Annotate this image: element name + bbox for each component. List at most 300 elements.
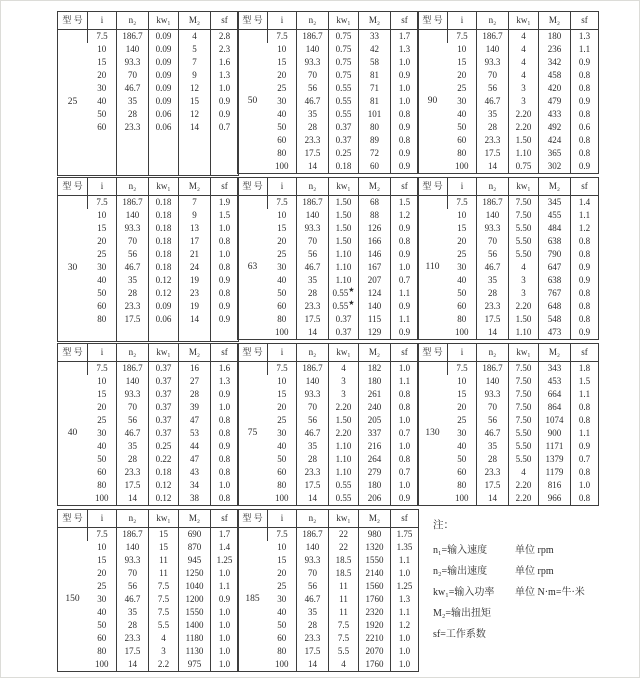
table-cell: 1.7 xyxy=(211,528,239,542)
column-header: kw₁ xyxy=(149,510,179,528)
table-cell: 186.7 xyxy=(297,30,329,44)
table-cell: 68 xyxy=(359,196,391,210)
table-cell: 0.8 xyxy=(571,248,599,261)
table-cell: 0.9 xyxy=(391,69,419,82)
table-cell: 5.5 xyxy=(329,645,359,658)
column-header: i xyxy=(88,178,117,196)
table-cell: 0.75 xyxy=(329,43,359,56)
table-cell: 25 xyxy=(277,581,287,591)
table-cell: 0.8 xyxy=(571,401,599,414)
table-cell: 1.4 xyxy=(211,541,239,554)
table-cell: 0.18 xyxy=(149,196,179,210)
table-cell: 7.50 xyxy=(509,375,539,388)
table-row xyxy=(418,30,599,44)
column-header: kw₁ xyxy=(329,178,359,196)
note-term: sf=工作系数 xyxy=(433,628,486,640)
table-cell: 93.3 xyxy=(297,388,329,401)
table-cell: 20 xyxy=(97,402,107,412)
table-cell: 14 xyxy=(477,160,509,174)
note-unit: 单位 N·m=牛·米 xyxy=(515,586,585,598)
table-cell: 3 xyxy=(329,388,359,401)
table-cell: 4 xyxy=(149,632,179,645)
table-cell: 900 xyxy=(539,427,571,440)
header-row xyxy=(418,12,599,30)
table-cell: 100 xyxy=(455,493,469,503)
table-cell: 39 xyxy=(179,401,211,414)
table-cell: 17.5 xyxy=(297,313,329,326)
table-cell: 17.5 xyxy=(297,147,329,160)
column-header: sf xyxy=(391,510,419,528)
table-cell: 72 xyxy=(359,147,391,160)
table-cell: 0.18 xyxy=(149,222,179,235)
table-cell: 23.3 xyxy=(297,466,329,479)
table-cell: 46.7 xyxy=(297,95,329,108)
table-cell: 35 xyxy=(477,440,509,453)
table-cell: 30 xyxy=(277,428,287,438)
table-row xyxy=(418,196,599,210)
table-row xyxy=(58,196,239,210)
table-cell: 28 xyxy=(477,287,509,300)
table-cell: 28 xyxy=(297,287,329,300)
table-cell: 14 xyxy=(117,492,149,506)
table-cell: 0.12 xyxy=(149,479,179,492)
table-cell: 25 xyxy=(97,415,107,425)
table-cell: 2070 xyxy=(359,645,391,658)
table-cell: 14 xyxy=(297,160,329,174)
table-cell: 93.3 xyxy=(297,56,329,69)
table-cell: 0.75 xyxy=(329,56,359,69)
table-cell: 40 xyxy=(277,275,287,285)
table-cell: 4 xyxy=(509,69,539,82)
table-cell: 1.0 xyxy=(391,261,419,274)
table-cell: 1.0 xyxy=(211,567,239,580)
column-header: i xyxy=(268,510,297,528)
table-cell: 0.8 xyxy=(571,492,599,506)
table-cell: 17.5 xyxy=(117,645,149,658)
table-cell: 140 xyxy=(117,375,149,388)
table-cell: 14 xyxy=(297,658,329,672)
column-header: sf xyxy=(211,510,239,528)
table-cell: 42 xyxy=(359,43,391,56)
table-cell: 1760 xyxy=(359,658,391,672)
table-cell: 5 xyxy=(179,43,211,56)
empty-cell xyxy=(179,326,211,341)
table-cell: 89 xyxy=(359,134,391,147)
table-cell: 0.8 xyxy=(391,108,419,121)
column-header: 型 号 xyxy=(238,344,268,362)
table-cell: 15 xyxy=(457,389,467,399)
table-cell: 15 xyxy=(97,389,107,399)
table-cell: 0.8 xyxy=(571,300,599,313)
column-header: kw₁ xyxy=(329,12,359,30)
table-cell: 20 xyxy=(457,402,467,412)
table-cell: 1.1 xyxy=(571,388,599,401)
table-cell: 180 xyxy=(539,30,571,44)
table-cell: 140 xyxy=(297,541,329,554)
table-cell: 0.25 xyxy=(329,147,359,160)
spec-table-150 xyxy=(57,509,239,672)
table-cell: 93.3 xyxy=(117,222,149,235)
table-cell: 60 xyxy=(457,467,467,477)
table-cell: 1.3 xyxy=(211,375,239,388)
table-cell: 1.0 xyxy=(211,401,239,414)
table-cell: 40 xyxy=(457,109,467,119)
table-cell: 0.37 xyxy=(329,121,359,134)
table-cell: 1.0 xyxy=(391,567,419,580)
table-cell: 0.37 xyxy=(329,313,359,326)
table-cell: 100 xyxy=(275,493,289,503)
table-cell: 140 xyxy=(117,541,149,554)
table-cell: 0.8 xyxy=(571,414,599,427)
table-cell: 1.0 xyxy=(211,632,239,645)
table-cell: 93.3 xyxy=(117,388,149,401)
table-cell: 5.50 xyxy=(509,248,539,261)
table-cell: 46.7 xyxy=(117,82,149,95)
column-header: kw₁ xyxy=(329,510,359,528)
table-row xyxy=(58,362,239,376)
column-header: kw₁ xyxy=(509,178,539,196)
table-cell: 0.75 xyxy=(329,69,359,82)
table-cell: 140 xyxy=(359,300,391,313)
table-cell: 1130 xyxy=(179,645,211,658)
table-cell: 5.5 xyxy=(149,619,179,632)
table-cell: 1.2 xyxy=(571,222,599,235)
table-cell: 146 xyxy=(359,248,391,261)
table-cell: 0.8 xyxy=(391,388,419,401)
table-cell: 0.12 xyxy=(149,287,179,300)
table-cell: 46.7 xyxy=(117,427,149,440)
table-cell: 0.8 xyxy=(571,69,599,82)
table-cell: 44 xyxy=(179,440,211,453)
table-cell: 1.25 xyxy=(391,580,419,593)
spec-table-75 xyxy=(237,343,419,506)
table-cell: 5.50 xyxy=(509,235,539,248)
table-cell: 23.3 xyxy=(117,632,149,645)
table-cell: 10 xyxy=(277,376,287,386)
table-cell: 1.0 xyxy=(571,479,599,492)
table-cell: 14 xyxy=(179,313,211,326)
table-cell: 638 xyxy=(539,274,571,287)
table-cell: 648 xyxy=(539,300,571,313)
column-header: kw₁ xyxy=(149,344,179,362)
table-cell: 1.3 xyxy=(211,69,239,82)
table-cell: 10 xyxy=(457,44,467,54)
table-cell: 0.55 xyxy=(329,108,359,121)
table-cell: 420 xyxy=(539,82,571,95)
table-cell: 22 xyxy=(329,541,359,554)
note-line-n1 xyxy=(433,546,593,556)
table-cell: 1.9 xyxy=(211,196,239,210)
table-cell: 2.20 xyxy=(329,427,359,440)
table-cell: 1.5 xyxy=(391,196,419,210)
table-cell: 0.37 xyxy=(149,414,179,427)
table-cell: 1.0 xyxy=(211,658,239,672)
table-cell: 40 xyxy=(97,441,107,451)
table-cell: 10 xyxy=(97,376,107,386)
table-cell: 186.7 xyxy=(477,196,509,210)
column-header: M₂ xyxy=(179,178,211,196)
table-cell: 60 xyxy=(359,160,391,174)
table-cell: 186.7 xyxy=(477,30,509,44)
header-row xyxy=(58,510,239,528)
table-cell: 40 xyxy=(457,275,467,285)
table-cell: 14 xyxy=(117,658,149,672)
table-cell: 0.9 xyxy=(391,300,419,313)
note-line-n2 xyxy=(433,567,593,577)
table-cell: 365 xyxy=(539,147,571,160)
table-cell: 50 xyxy=(457,288,467,298)
table-cell: 1.1 xyxy=(211,580,239,593)
table-cell: 0.22 xyxy=(149,453,179,466)
table-cell: 4 xyxy=(329,362,359,376)
header-row xyxy=(58,344,239,362)
table-cell: 20 xyxy=(457,236,467,246)
column-header: 型 号 xyxy=(418,12,448,30)
table-cell: 23.3 xyxy=(477,466,509,479)
table-cell: 0.8 xyxy=(571,287,599,300)
table-cell: 236 xyxy=(539,43,571,56)
note-line-sf xyxy=(433,630,593,640)
table-cell: 0.9 xyxy=(571,56,599,69)
table-cell: 0.8 xyxy=(211,261,239,274)
table-cell: 15 xyxy=(149,528,179,542)
table-cell: 129 xyxy=(359,326,391,340)
table-cell: 186.7 xyxy=(477,362,509,376)
column-header: M₂ xyxy=(179,344,211,362)
table-cell: 140 xyxy=(477,209,509,222)
table-cell: 28 xyxy=(297,121,329,134)
empty-cell xyxy=(211,134,239,175)
table-cell: 60 xyxy=(97,301,107,311)
table-cell: 0.9 xyxy=(571,326,599,340)
table-cell: 1.10 xyxy=(509,326,539,340)
table-cell: 20 xyxy=(97,236,107,246)
note-term: kw₁=输入功率 xyxy=(433,586,495,598)
table-cell: 0.8 xyxy=(211,492,239,506)
table-cell: 80 xyxy=(277,480,287,490)
table-cell: 140 xyxy=(297,43,329,56)
table-cell: 28 xyxy=(117,453,149,466)
model-cell: 90 xyxy=(427,95,438,106)
table-row xyxy=(238,30,419,44)
table-cell: 28 xyxy=(297,619,329,632)
table-cell: 0.9 xyxy=(391,160,419,174)
table-cell: 0.9 xyxy=(391,326,419,340)
table-cell: 22 xyxy=(329,528,359,542)
column-header: i xyxy=(88,510,117,528)
table-cell: 1040 xyxy=(179,580,211,593)
table-cell: 140 xyxy=(117,43,149,56)
table-cell: 20 xyxy=(277,70,287,80)
spec-table-130 xyxy=(417,343,599,506)
table-cell: 35 xyxy=(117,440,149,453)
column-header: M₂ xyxy=(539,178,571,196)
table-cell: 23.3 xyxy=(297,300,329,313)
table-cell: 767 xyxy=(539,287,571,300)
column-header: M₂ xyxy=(179,12,211,30)
table-cell: 7.5 xyxy=(268,362,297,376)
table-cell: 455 xyxy=(539,209,571,222)
table-cell: 1.50 xyxy=(509,313,539,326)
table-cell: 60 xyxy=(277,467,287,477)
table-cell: 25 xyxy=(457,249,467,259)
table-cell: 60 xyxy=(277,633,287,643)
table-cell: 60 xyxy=(277,135,287,145)
star-marker: ★ xyxy=(348,300,355,307)
table-cell: 38 xyxy=(179,492,211,506)
table-cell: 30 xyxy=(457,96,467,106)
table-cell: 23.3 xyxy=(117,466,149,479)
table-cell: 0.9 xyxy=(211,313,239,326)
table-cell: 0.37 xyxy=(149,362,179,376)
table-cell: 1.0 xyxy=(211,82,239,95)
table-cell: 864 xyxy=(539,401,571,414)
table-cell: 0.75 xyxy=(509,160,539,174)
table-cell: 647 xyxy=(539,261,571,274)
table-cell: 7.50 xyxy=(509,209,539,222)
empty-cell xyxy=(117,134,149,175)
header-row xyxy=(238,178,419,196)
table-cell: 1.0 xyxy=(391,56,419,69)
column-header: M₂ xyxy=(359,344,391,362)
table-cell: 46.7 xyxy=(477,427,509,440)
table-cell: 93.3 xyxy=(477,388,509,401)
table-cell: 60 xyxy=(457,135,467,145)
table-cell: 0.06 xyxy=(149,121,179,134)
table-cell: 2.3 xyxy=(211,43,239,56)
table-cell: 7.5 xyxy=(149,580,179,593)
table-cell: 1.3 xyxy=(391,593,419,606)
table-cell: 0.8 xyxy=(571,82,599,95)
header-row xyxy=(418,178,599,196)
table-cell: 30 xyxy=(97,262,107,272)
table-row xyxy=(418,362,599,376)
table-cell: 17.5 xyxy=(297,645,329,658)
table-cell: 15 xyxy=(179,95,211,108)
table-cell: 16 xyxy=(179,362,211,376)
table-cell: 17.5 xyxy=(477,147,509,160)
table-cell: 140 xyxy=(297,209,329,222)
table-cell: 40 xyxy=(97,96,107,106)
table-cell: 7.5 xyxy=(268,30,297,44)
table-cell: 70 xyxy=(297,235,329,248)
table-cell: 2140 xyxy=(359,567,391,580)
table-cell: 1.0 xyxy=(391,440,419,453)
notes-title: 注： xyxy=(433,520,454,531)
column-header: n₂ xyxy=(477,344,509,362)
table-cell: 14 xyxy=(297,326,329,340)
empty-cell xyxy=(149,134,179,175)
table-cell: 56 xyxy=(297,414,329,427)
note-term: M₂=输出扭矩 xyxy=(433,607,492,619)
table-cell: 0.9 xyxy=(211,440,239,453)
table-cell: 0.9 xyxy=(211,108,239,121)
table-cell: 14 xyxy=(477,326,509,340)
column-header: sf xyxy=(211,12,239,30)
table-cell: 1.10 xyxy=(329,274,359,287)
table-cell: 71 xyxy=(359,82,391,95)
note-term: n₂=输出速度 xyxy=(433,565,488,577)
table-cell: 56 xyxy=(117,414,149,427)
table-cell: 93.3 xyxy=(117,554,149,567)
table-cell: 23 xyxy=(179,287,211,300)
model-cell: 50 xyxy=(247,95,258,106)
table-cell: 28 xyxy=(477,121,509,134)
table-cell: 0.09 xyxy=(149,95,179,108)
table-cell: 0.9 xyxy=(571,160,599,174)
table-cell: 25 xyxy=(457,415,467,425)
table-cell: 35 xyxy=(297,440,329,453)
table-cell: 100 xyxy=(95,659,109,669)
table-cell: 80 xyxy=(457,148,467,158)
table-cell: 0.55 xyxy=(329,82,359,95)
table-cell: 0.8 xyxy=(391,134,419,147)
table-cell: 88 xyxy=(359,209,391,222)
table-cell: 0.9 xyxy=(571,440,599,453)
table-cell: 20 xyxy=(277,402,287,412)
table-cell: 15 xyxy=(457,223,467,233)
table-cell: 7.5 xyxy=(88,30,117,44)
header-row xyxy=(58,12,239,30)
table-cell: 46.7 xyxy=(117,593,149,606)
table-cell: 80 xyxy=(277,314,287,324)
table-cell: 28 xyxy=(117,619,149,632)
column-header: n₂ xyxy=(297,344,329,362)
spec-table-40 xyxy=(57,343,239,506)
table-cell: 0.9 xyxy=(211,274,239,287)
table-cell: 20 xyxy=(97,568,107,578)
table-cell: 4 xyxy=(509,261,539,274)
table-row xyxy=(58,528,239,542)
empty-cell xyxy=(88,326,117,341)
column-header: kw₁ xyxy=(509,344,539,362)
table-cell: 46.7 xyxy=(117,261,149,274)
table-cell: 0.8 xyxy=(211,466,239,479)
header-row xyxy=(58,178,239,196)
table-cell: 14 xyxy=(477,492,509,506)
table-cell: 23.3 xyxy=(297,134,329,147)
table-cell: 0.7 xyxy=(391,427,419,440)
table-cell: 0.55★ xyxy=(329,300,359,313)
note-unit: 单位 rpm xyxy=(515,544,554,556)
table-cell: 47 xyxy=(179,453,211,466)
column-header: sf xyxy=(571,344,599,362)
table-cell: 81 xyxy=(359,69,391,82)
column-header: sf xyxy=(391,344,419,362)
table-cell: 1560 xyxy=(359,580,391,593)
table-cell: 690 xyxy=(179,528,211,542)
table-cell: 0.8 xyxy=(571,313,599,326)
table-cell: 0.7 xyxy=(571,453,599,466)
table-cell: 58 xyxy=(359,56,391,69)
table-cell: 0.7 xyxy=(211,121,239,134)
table-cell: 0.37 xyxy=(149,427,179,440)
table-cell: 40 xyxy=(97,275,107,285)
table-cell: 7.5 xyxy=(329,632,359,645)
table-row xyxy=(238,528,419,542)
table-cell: 15 xyxy=(277,57,287,67)
table-cell: 2.20 xyxy=(509,108,539,121)
table-cell: 0.37 xyxy=(329,134,359,147)
table-cell: 1.0 xyxy=(391,95,419,108)
table-cell: 0.8 xyxy=(571,108,599,121)
empty-cell xyxy=(88,134,117,175)
table-cell: 43 xyxy=(179,466,211,479)
table-cell: 70 xyxy=(117,69,149,82)
table-cell: 23.3 xyxy=(297,632,329,645)
table-cell: 166 xyxy=(359,235,391,248)
column-header: kw₁ xyxy=(509,12,539,30)
